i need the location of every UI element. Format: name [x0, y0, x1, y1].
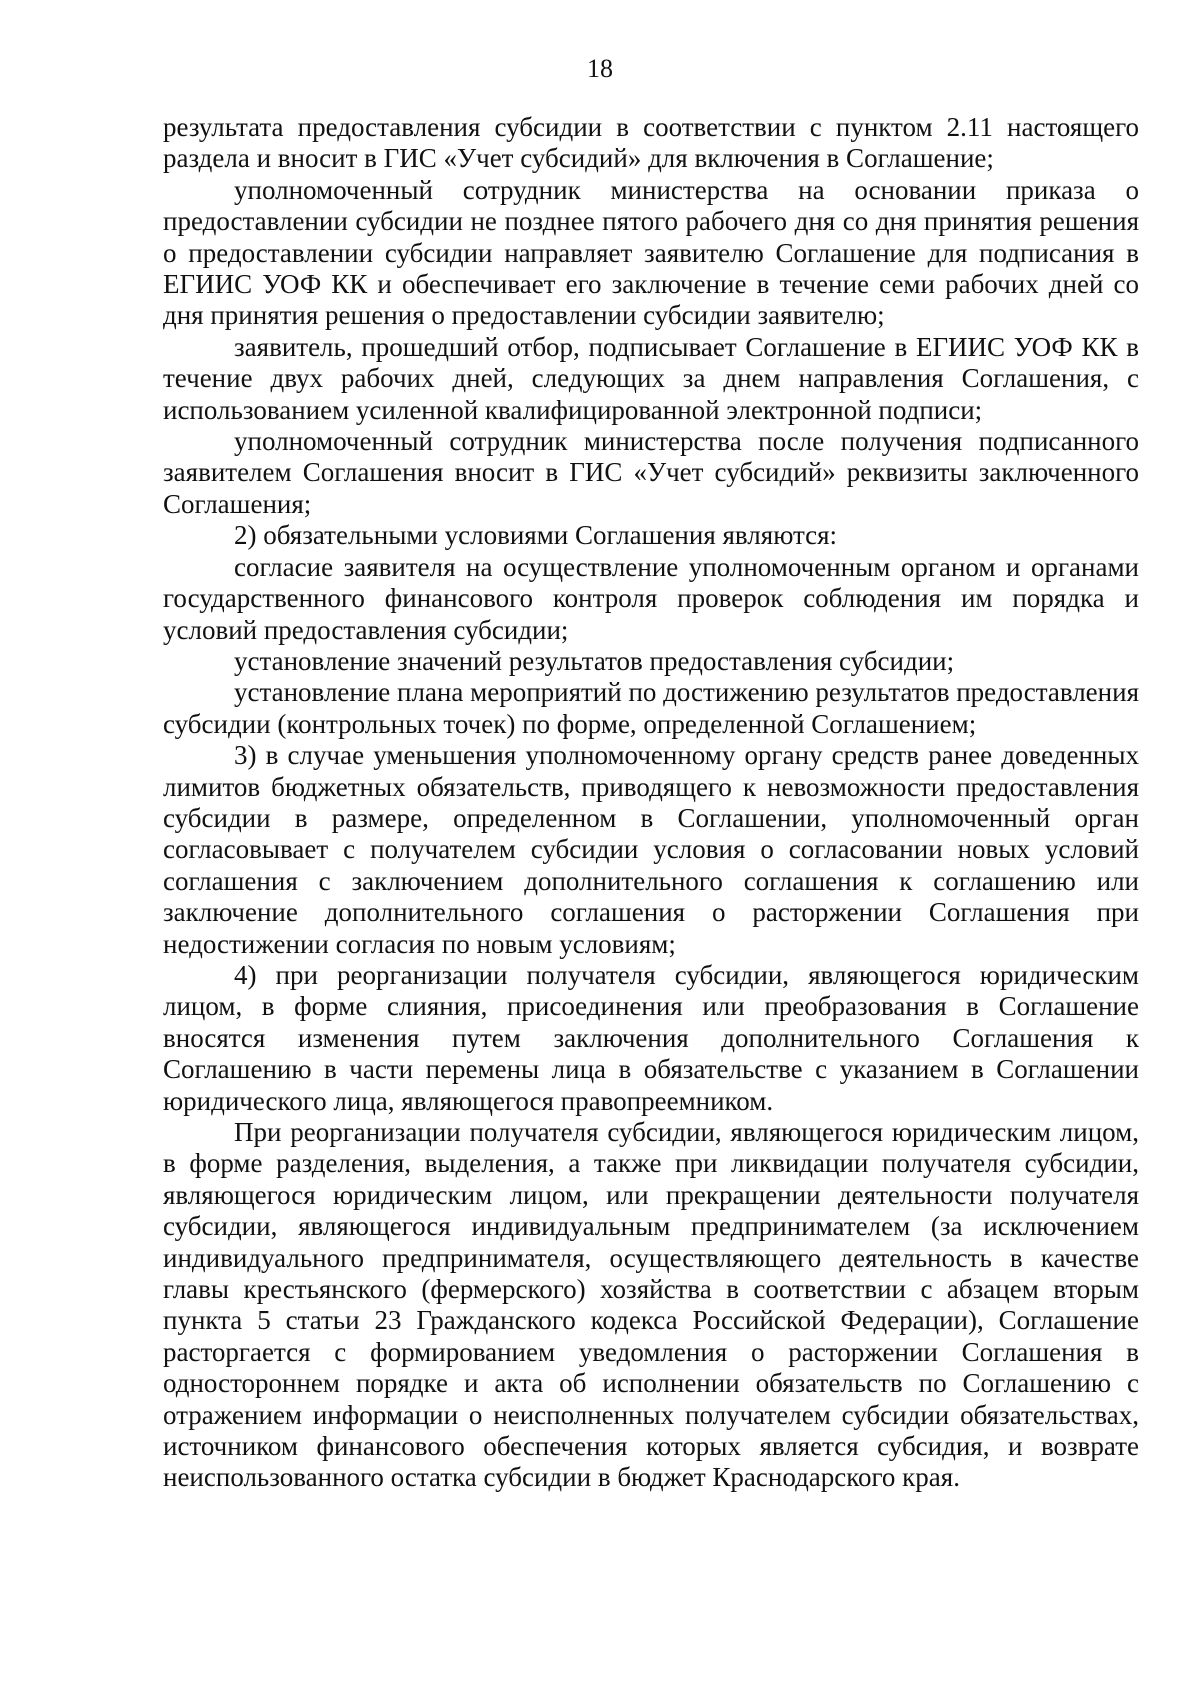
paragraph: установление плана мероприятий по достижению результатов предоставления субсидии (контрольных точек) по форме, определенной Соглашением;	[163, 677, 1139, 739]
document-body	[163, 112, 1139, 1494]
paragraph: уполномоченный сотрудник министерства на основании приказа о предоставлении субсидии не позднее пятого рабочего дня со дня принятия решения о предоставлении субсидии направляет заявителю Соглашение для подписания в ЕГИИС УОФ КК и обеспечивает его заключение в течение семи рабочих дней со дня принятия решения о предоставлении субсидии заявителю;	[163, 174, 1139, 331]
paragraph: установление значений результатов предоставления субсидии;	[234, 645, 955, 676]
paragraph: При реорганизации получателя субсидии, являющегося юридическим лицом, в форме разделения, выделения, а также при ликвидации получателя субсидии, являющегося юридическим лицом, или прекращении деятельности получателя субсидии, являющегося индивидуальным предпринимателем (за исключением индивидуального предпринимателя, осуществляющего деятельность в качестве главы крестьянского (фермерского) хозяйства в соответствии с абзацем вторым пункта 5 статьи 23 Гражданского кодекса Российской Федерации), Соглашение расторгается с формированием уведомления о расторжении Соглашения в одностороннем порядке и акта об исполнении обязательств по Соглашению с отражением информации о неисполненных получателем субсидии обязательствах, источником финансового обеспечения которых является субсидия, и возврате неиспользованного остатка субсидии в бюджет Краснодарского края.	[163, 1117, 1139, 1493]
paragraph: согласие заявителя на осуществление уполномоченным органом и органами государственного финансового контроля проверок соблюдения им порядка и условий предоставления субсидии;	[163, 551, 1139, 645]
paragraph: 3) в случае уменьшения уполномоченному органу средств ранее доведенных лимитов бюджетных обязательств, приводящего к невозможности предоставления субсидии в размере, определенном в Соглашении, уполномоченный орган согласовывает с получателем субсидии условия о согласовании новых условий соглашения с заключением дополнительного соглашения к соглашению или заключение дополнительного соглашения о расторжении Соглашения при недостижении согласия по новым условиям;	[163, 740, 1139, 959]
paragraph: 2) обязательными условиями Соглашения являются:	[234, 520, 838, 551]
paragraph: 4) при реорганизации получателя субсидии, являющегося юридическим лицом, в форме слияния, присоединения или преобразования в Соглашение вносятся изменения путем заключения дополнительного Соглашения к Соглашению в части перемены лица в обязательстве с указанием в Соглашении юридического лица, являющегося правопреемником.	[163, 959, 1139, 1116]
paragraph: результата предоставления субсидии в соответствии с пунктом 2.11 настоящего раздела и вносит в ГИС «Учет субсидий» для включения в Соглашение;	[163, 112, 1139, 174]
paragraph: уполномоченный сотрудник министерства после получения подписанного заявителем Соглашения вносит в ГИС «Учет субсидий» реквизиты заключенного Соглашения;	[163, 426, 1139, 519]
page-number: 18	[587, 54, 613, 83]
paragraph: заявитель, прошедший отбор, подписывает Соглашение в ЕГИИС УОФ КК в течение двух рабочих дней, следующих за днем направления Соглашения, с использованием усиленной квалифицированной электронной подписи;	[163, 331, 1139, 425]
